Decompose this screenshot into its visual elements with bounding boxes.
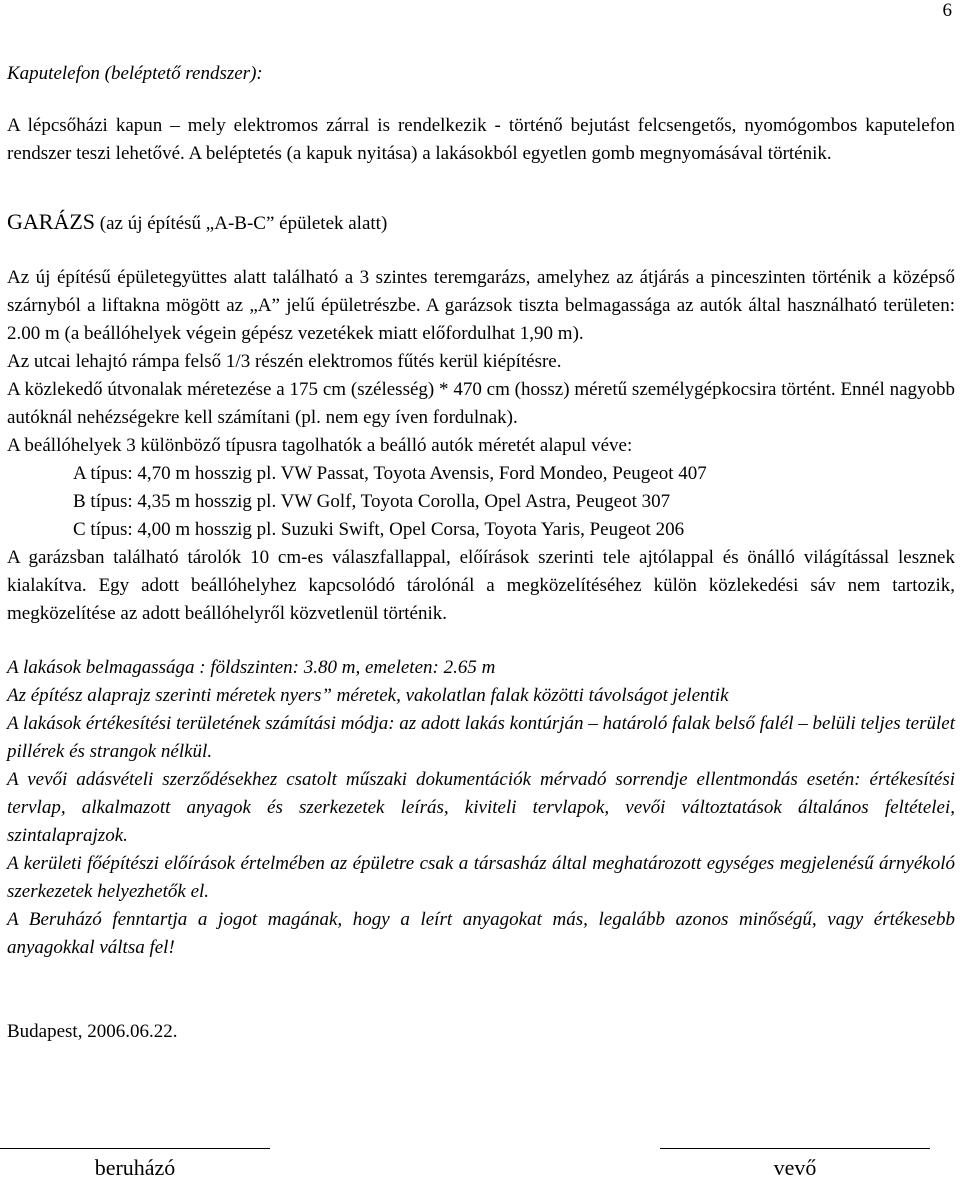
intercom-heading: Kaputelefon (beléptető rendszer):	[7, 63, 263, 84]
garage-title-main: GARÁZS	[7, 209, 96, 234]
garage-title-sub: (az új építésű „A-B-C” épületek alatt)	[95, 213, 388, 234]
signature-investor: beruházó	[0, 1148, 270, 1181]
garage-paragraph: Az új építésű épületegyüttes alatt található a 3 szintes teremgarázs, amelyhez az átjárás a pinceszinten történik a középső szárnyból a liftakna mögött az „A” jelű épületrészbe. A garázsok tiszta belmagassága az autók által használható területen: 2.00 m (a beállóhelyek végein gépész vezetékek miatt előfordulhat 1,90 m).	[7, 267, 955, 344]
garage-paragraph: A beállóhelyek 3 különböző típusra tagolhatók a beálló autók méretét alapul véve:	[7, 435, 633, 456]
garage-paragraph: A közlekedő útvonalak méretezése a 175 cm (szélesség) * 470 cm (hossz) méretű személygépkocsira történt. Ennél nagyobb autóknál nehézségekre kell számítani (pl. nem egy íven fordulnak).	[7, 379, 955, 428]
parking-type-a: A típus: 4,70 m hosszig pl. VW Passat, Toyota Avensis, Ford Mondeo, Peugeot 407	[73, 463, 707, 484]
spacer	[7, 628, 955, 654]
page-number: 6	[942, 0, 952, 21]
note-line: Az építész alaprajz szerinti méretek nyers” méretek, vakolatlan falak közötti távolságot jelentik	[7, 685, 729, 706]
garage-paragraph: Az utcai lehajtó rámpa felső 1/3 részén elektromos fűtés kerül kiépítésre.	[7, 351, 562, 372]
note-line: A lakások belmagassága : földszinten: 3.80 m, emeleten: 2.65 m	[7, 657, 496, 678]
parking-type-b: B típus: 4,35 m hosszig pl. VW Golf, Toyota Corolla, Opel Astra, Peugeot 307	[73, 491, 671, 512]
garage-title	[7, 208, 955, 238]
note-line: A Beruházó fenntartja a jogot magának, hogy a leírt anyagokat más, legalább azonos minőségű, vagy értékesebb anyagokkal váltsa fel!	[7, 909, 955, 958]
intercom-paragraph: A lépcsőházi kapun – mely elektromos zárral is rendelkezik - történő bejutást felcsengetős, nyomógombos kaputelefon rendszer teszi lehetővé. A beléptetés (a kapuk nyitása) a lakásokból egyetlen gomb megnyomásával történik.	[7, 115, 955, 164]
note-line: A vevői adásvételi szerződésekhez csatolt műszaki dokumentációk mérvadó sorrendje ellentmondás esetén: értékesítési tervlap, alkalmazott anyagok és szerkezetek leírás, kiviteli tervlapok, vevői változtatások általános feltételei, szintalaprajzok.	[7, 769, 955, 846]
signature-buyer: vevő	[660, 1148, 930, 1181]
note-line: A lakások értékesítési területének számítási módja: az adott lakás kontúrján – határoló falak belső falél – belüli teljes terület pillérek és strangok nélkül.	[7, 713, 955, 762]
note-line: A kerületi főépítészi előírások értelmében az épületre csak a társasház által meghatározott egységes megjelenésű árnyékoló szerkezetek helyezhetők el.	[7, 853, 955, 902]
document-body	[7, 60, 955, 1046]
parking-type-c: C típus: 4,00 m hosszig pl. Suzuki Swift, Opel Corsa, Toyota Yaris, Peugeot 206	[73, 519, 685, 540]
document-date: Budapest, 2006.06.22.	[7, 1021, 178, 1042]
storage-paragraph: A garázsban található tárolók 10 cm-es válaszfallappal, előírások szerinti tele ajtólappal és önálló világítással lesznek kialakítva. Egy adott beállóhelyhez kapcsolódó tárolónál a megközelítéséhez külön közlekedési sáv nem tartozik, megközelítése az adott beállóhelyről közvetlenül történik.	[7, 547, 955, 624]
